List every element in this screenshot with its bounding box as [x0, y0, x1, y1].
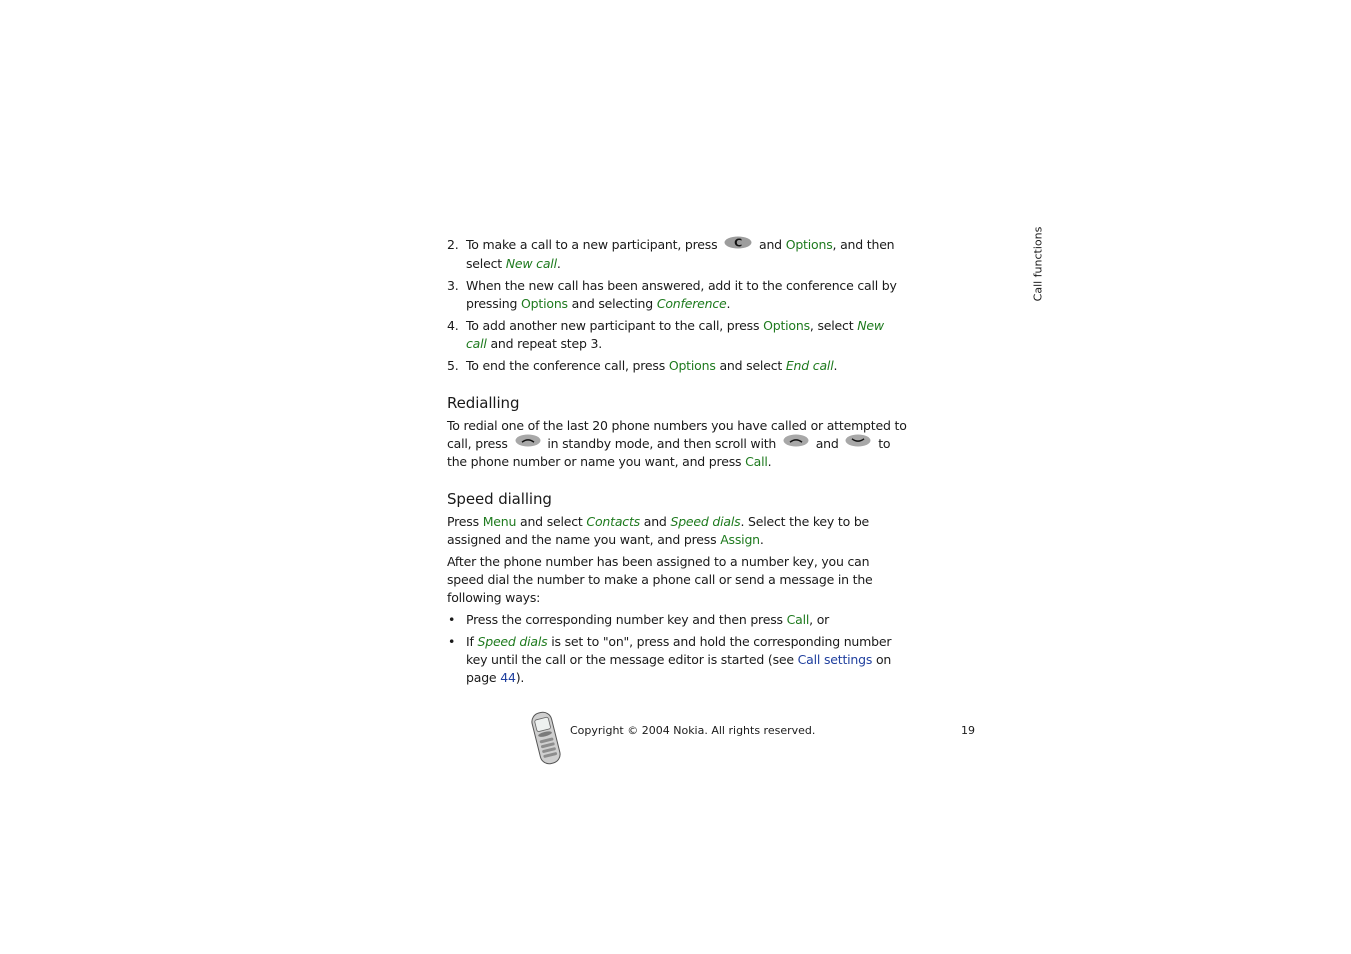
scroll-up-key-icon — [783, 434, 809, 452]
speed-dials-option: Speed dials — [670, 514, 741, 529]
scroll-down-key-icon — [845, 434, 871, 452]
step-5: 5. To end the conference call, press Options and select End call. — [447, 357, 838, 373]
assign-keyword: Assign — [720, 532, 760, 547]
page-number: 19 — [961, 724, 975, 737]
new-call-option: New call — [466, 317, 884, 351]
contacts-option: Contacts — [586, 514, 640, 529]
copyright-text: Copyright © 2004 Nokia. All rights reserved. — [570, 724, 816, 737]
bullet-item: • If Speed dials is set to "on", press and hold the corresponding number key until the call or the message editor is started (see Call settings on page 44). — [448, 634, 892, 685]
nokia-phone-icon — [526, 710, 566, 770]
options-keyword: Options — [668, 357, 716, 373]
options-keyword: Options — [521, 295, 568, 311]
options-keyword: Options — [785, 237, 833, 252]
redialling-heading: Redialling — [447, 393, 520, 412]
speed-dialling-intro: Press Menu and select Contacts and Speed dials. Select the key to be assigned and the name you want, and press Assign. — [447, 514, 870, 547]
speed-dialling-description: After the phone number has been assigned to a number key, you can speed dial the number to make a phone call or send a message in the following ways: — [447, 554, 873, 605]
speed-dialling-heading: Speed dialling — [447, 490, 552, 508]
bullet-icon: • — [448, 634, 456, 649]
conference-option: Conference — [656, 295, 727, 311]
call-keyword: Call — [786, 612, 810, 627]
clear-key-icon — [724, 236, 752, 254]
page-44-link[interactable]: 44 — [500, 670, 516, 685]
end-call-option: End call — [785, 357, 834, 373]
scroll-up-key-icon — [515, 434, 541, 452]
page-content — [447, 236, 907, 691]
step-3: 3. When the new call has been answered, add it to the conference call by pressing Options and selecting Conference. — [447, 277, 897, 311]
options-keyword: Options — [763, 317, 810, 333]
call-keyword: Call — [745, 454, 768, 469]
menu-keyword: Menu — [482, 514, 517, 529]
new-call-option: New call — [505, 255, 557, 271]
speed-dials-option: Speed dials — [477, 634, 548, 649]
step-4: 4. To add another new participant to the call, press Options, select New call and repeat step 3. — [447, 317, 884, 351]
bullet-item: • Press the corresponding number key and then press Call, or — [448, 612, 830, 627]
chapter-side-label: Call functions — [1031, 226, 1045, 302]
call-settings-link[interactable]: Call settings — [797, 652, 873, 667]
redialling-text: To redial one of the last 20 phone numbers you have called or attempted to call, press in standby mode, and then scroll with and to the phone number or name you want, and press Call. — [447, 417, 907, 469]
step-2: 2. To make a call to a new participant, press C and Options, and then select New call. — [447, 236, 895, 271]
svg-text:C: C — [734, 236, 743, 249]
bullet-icon: • — [448, 612, 456, 627]
